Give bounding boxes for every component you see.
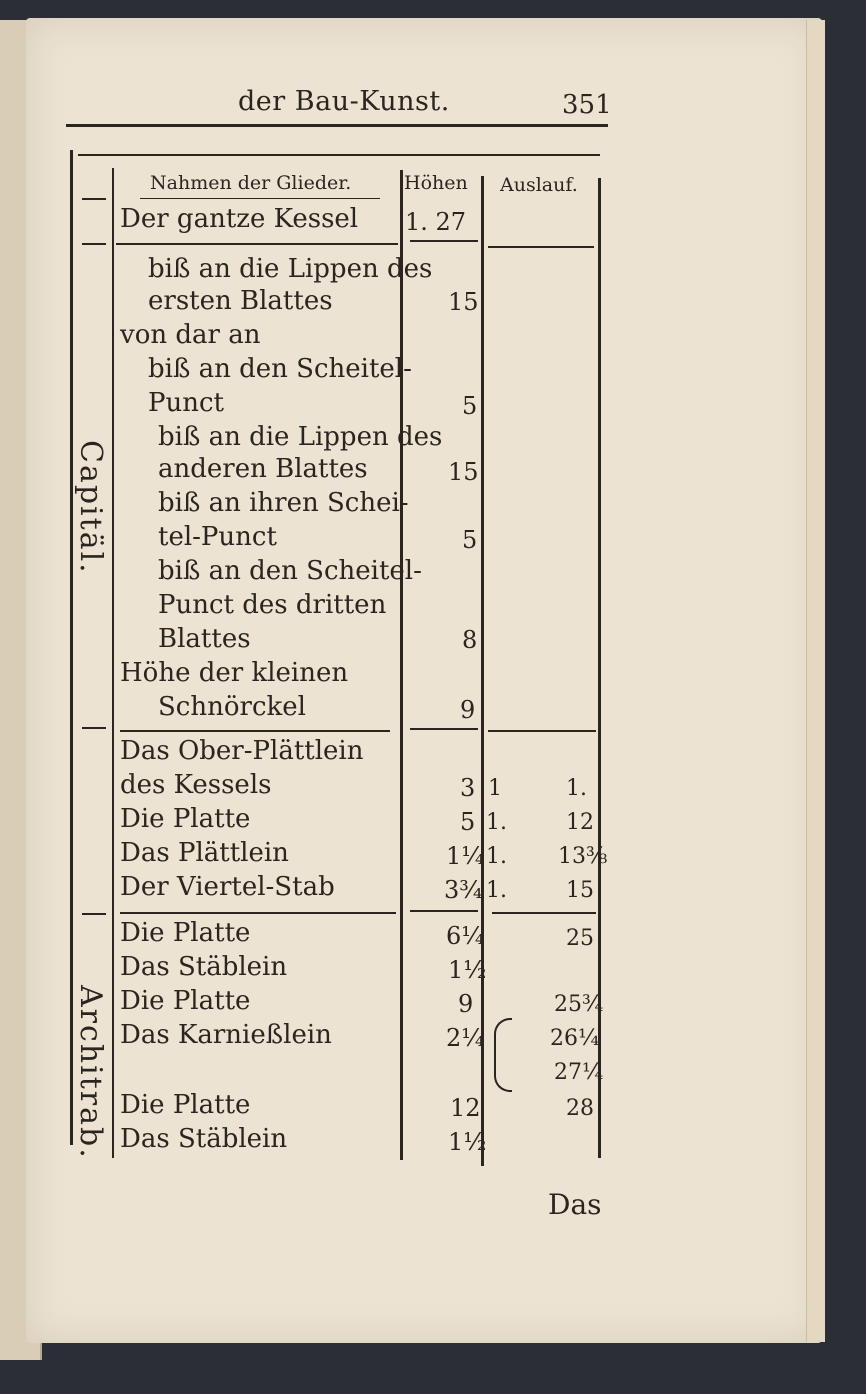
member-projection: 1.	[566, 776, 587, 801]
member-name: Blattes	[158, 624, 251, 654]
member-height: 5	[462, 392, 478, 420]
member-name: Die Platte	[120, 986, 251, 1016]
member-name: Das Stäblein	[120, 1124, 288, 1154]
column-head-heights: Höhen	[404, 172, 468, 194]
page-edge	[806, 20, 825, 1342]
member-name: anderen Blattes	[158, 454, 368, 484]
row-rule	[492, 912, 596, 914]
row-rule	[488, 246, 594, 248]
member-projection-part: 1.	[486, 810, 507, 835]
member-projection: 12	[566, 810, 594, 835]
column-head-names: Nahmen der Glieder.	[150, 172, 352, 194]
member-name: biß an die Lippen des	[158, 422, 443, 452]
row-rule	[410, 240, 478, 242]
member-name: Schnörckel	[158, 692, 306, 722]
member-name: Das Stäblein	[120, 952, 288, 982]
row-rule	[488, 730, 596, 732]
member-name: Der gantze Kessel	[120, 204, 359, 234]
member-projection: 27¼	[554, 1060, 604, 1085]
running-head: der Bau-Kunst.	[238, 86, 450, 117]
member-height: 9	[458, 990, 474, 1018]
side-dash	[82, 913, 106, 915]
heights-left-rule	[400, 170, 403, 1160]
member-name: des Kessels	[120, 770, 272, 800]
section-label-architrave: Architrab.	[73, 985, 108, 1160]
member-name: biß an den Scheitel-	[158, 556, 422, 586]
member-height: 8	[462, 626, 478, 654]
member-name: biß an den Scheitel-	[148, 354, 412, 384]
table-top-rule	[78, 154, 600, 156]
header-rule	[66, 124, 608, 127]
names-left-rule	[112, 168, 114, 1158]
side-dash	[82, 243, 106, 245]
member-height: 1½	[448, 956, 487, 984]
projection-left-rule	[481, 176, 484, 1166]
row-rule	[120, 730, 390, 732]
member-projection-part: 1	[488, 776, 502, 801]
section-label-capital: Capitäl.	[73, 440, 108, 575]
member-height: 15	[448, 458, 479, 486]
member-projection-part: 1.	[486, 844, 507, 869]
member-name: Die Platte	[120, 918, 251, 948]
row-rule	[410, 728, 478, 730]
member-height: 5	[460, 808, 476, 836]
member-name: Das Karnießlein	[120, 1020, 332, 1050]
member-projection: 15	[566, 878, 594, 903]
side-dash	[82, 727, 106, 729]
row-rule	[120, 912, 396, 914]
side-dash	[82, 198, 106, 200]
member-projection: 25¾	[554, 992, 604, 1017]
member-name: von dar an	[120, 320, 261, 350]
member-name: Der Viertel-Stab	[120, 872, 335, 902]
member-height: 3	[460, 774, 476, 802]
member-height: 6¼	[446, 922, 485, 950]
member-name: biß an die Lippen des	[148, 254, 433, 284]
member-name: tel-Punct	[158, 522, 277, 552]
member-projection: 28	[566, 1096, 594, 1121]
member-height: 1¼	[446, 842, 485, 870]
row-rule	[410, 910, 478, 912]
row-rule	[116, 243, 398, 245]
member-height: 9	[460, 696, 476, 724]
member-projection-part: 1.	[486, 878, 507, 903]
member-name: Das Plättlein	[120, 838, 289, 868]
member-height: 12	[450, 1094, 481, 1122]
member-name: Die Platte	[120, 804, 251, 834]
member-projection: 25	[566, 926, 594, 951]
member-name: Das Ober-Plättlein	[120, 736, 364, 766]
column-head-projection: Auslauf.	[500, 174, 578, 196]
member-name: ersten Blattes	[148, 286, 333, 316]
member-height: 1. 27	[405, 208, 467, 236]
member-height: 3¾	[444, 876, 483, 904]
bracket	[494, 1018, 512, 1092]
names-head-underline	[140, 198, 380, 199]
member-name: Höhe der kleinen	[120, 658, 349, 688]
member-name: Punct	[148, 388, 224, 418]
member-height: 5	[462, 526, 478, 554]
member-name: biß an ihren Schei-	[158, 488, 409, 518]
member-projection: 13⅜	[558, 844, 608, 869]
member-height: 15	[448, 288, 479, 316]
member-name: Die Platte	[120, 1090, 251, 1120]
page-number: 351	[562, 90, 612, 120]
catchword: Das	[548, 1188, 602, 1221]
member-height: 2¼	[446, 1024, 485, 1052]
member-name: Punct des dritten	[158, 590, 387, 620]
member-height: 1½	[448, 1128, 487, 1156]
member-projection: 26¼	[550, 1026, 600, 1051]
